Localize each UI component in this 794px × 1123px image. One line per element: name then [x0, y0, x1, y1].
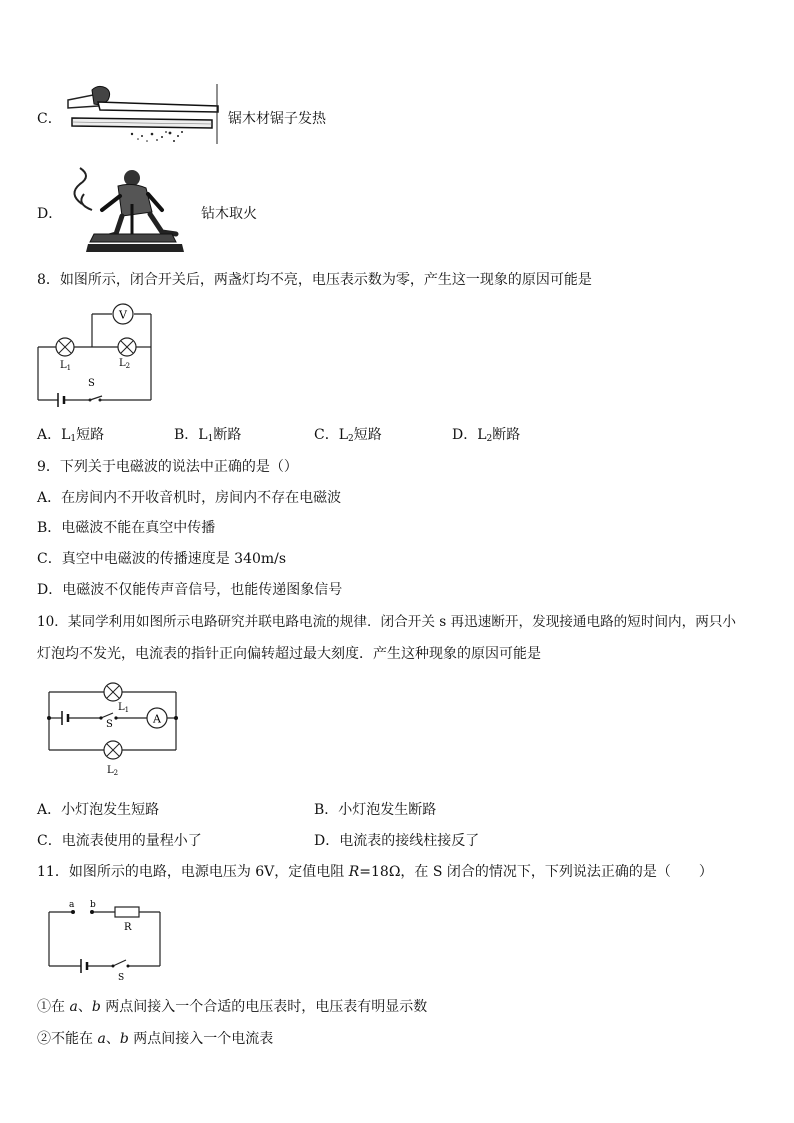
q9-option-d: D．电磁波不仅能传声音信号，也能传递图象信号 — [37, 582, 343, 598]
q7-option-d-label: D． — [37, 206, 63, 222]
q11-statement-1: ①在 a、b 两点间接入一个合适的电压表时，电压表有明显示数 — [37, 999, 428, 1015]
q9-option-a: A．在房间内不开收音机时，房间内不存在电磁波 — [37, 490, 342, 506]
lamp-l2-icon — [104, 741, 122, 759]
q8-option-d: D．$L_2$断路 — [452, 427, 521, 444]
ammeter-label: A — [153, 712, 161, 726]
ammeter-icon — [147, 708, 167, 728]
q8-option-b: B．$L_1$断路 — [174, 427, 242, 444]
q11-stem: 11．如图所示的电路，电源电压为 6V，定值电阻 R=18Ω，在 S 闭合的情况下，下列说法正确的是（ ） — [37, 864, 713, 880]
lamp-l1-icon — [104, 683, 122, 701]
lamp-l1-icon — [56, 338, 74, 356]
q11-terminal-a-label: a — [69, 900, 75, 910]
q9-stem: 9．下列关于电磁波的说法中正确的是（） — [37, 459, 298, 475]
q9-option-c: C．真空中电磁波的传播速度是 340m/s — [37, 551, 287, 567]
q10-option-b: B．小灯泡发生断路 — [314, 802, 437, 818]
q10-switch-label: S — [106, 719, 113, 730]
q8-switch-label: S — [88, 378, 95, 389]
q9-option-b: B．电磁波不能在真空中传播 — [37, 520, 216, 536]
q8-l2-label: $L_2$ — [119, 358, 131, 370]
q11-terminal-b-label: b — [90, 900, 96, 910]
q10-option-a: A．小灯泡发生短路 — [37, 802, 160, 818]
saw-hand-illustration — [62, 84, 222, 150]
q11-statement-2: ②不能在 a、b 两点间接入一个电流表 — [37, 1031, 274, 1047]
q11-resistor-label: R — [124, 922, 132, 933]
q7-option-d-text: 钻木取火 — [201, 206, 257, 222]
drill-wood-fire-illustration — [62, 164, 198, 258]
q10-option-d: D．电流表的接线柱接反了 — [314, 833, 480, 849]
q10-circuit-diagram — [46, 680, 186, 780]
q8-option-c: C．$L_2$短路 — [314, 427, 382, 444]
voltmeter-icon — [113, 304, 133, 324]
q8-l1-label: $L_1$ — [60, 360, 72, 372]
q11-switch-label: S — [118, 973, 125, 983]
q10-l1-label: $L_1$ — [118, 702, 130, 714]
q10-stem-line1: 10．某同学利用如图所示电路研究并联电路电流的规律．闭合开关 s 再迅速断开，发现接通电路的短时间内，两只小 — [37, 614, 737, 630]
q8-option-a: A．$L_1$短路 — [37, 427, 105, 444]
q10-option-c: C．电流表使用的量程小了 — [37, 833, 202, 849]
voltmeter-label: V — [119, 308, 127, 322]
q8-stem: 8．如图所示，闭合开关后，两盏灯均不亮，电压表示数为零，产生这一现象的原因可能是 — [37, 272, 592, 288]
q7-option-c-label: C． — [37, 111, 62, 127]
resistor-icon — [115, 907, 139, 917]
q11-circuit-diagram — [46, 898, 166, 983]
q10-l2-label: $L_2$ — [107, 765, 119, 777]
lamp-l2-icon — [118, 338, 136, 356]
q8-circuit-diagram — [38, 300, 154, 404]
q10-stem-line2: 灯泡均不发光，电流表的指针正向偏转超过最大刻度．产生这种现象的原因可能是 — [37, 646, 541, 662]
q7-option-c-text: 锯木材锯子发热 — [228, 111, 326, 127]
